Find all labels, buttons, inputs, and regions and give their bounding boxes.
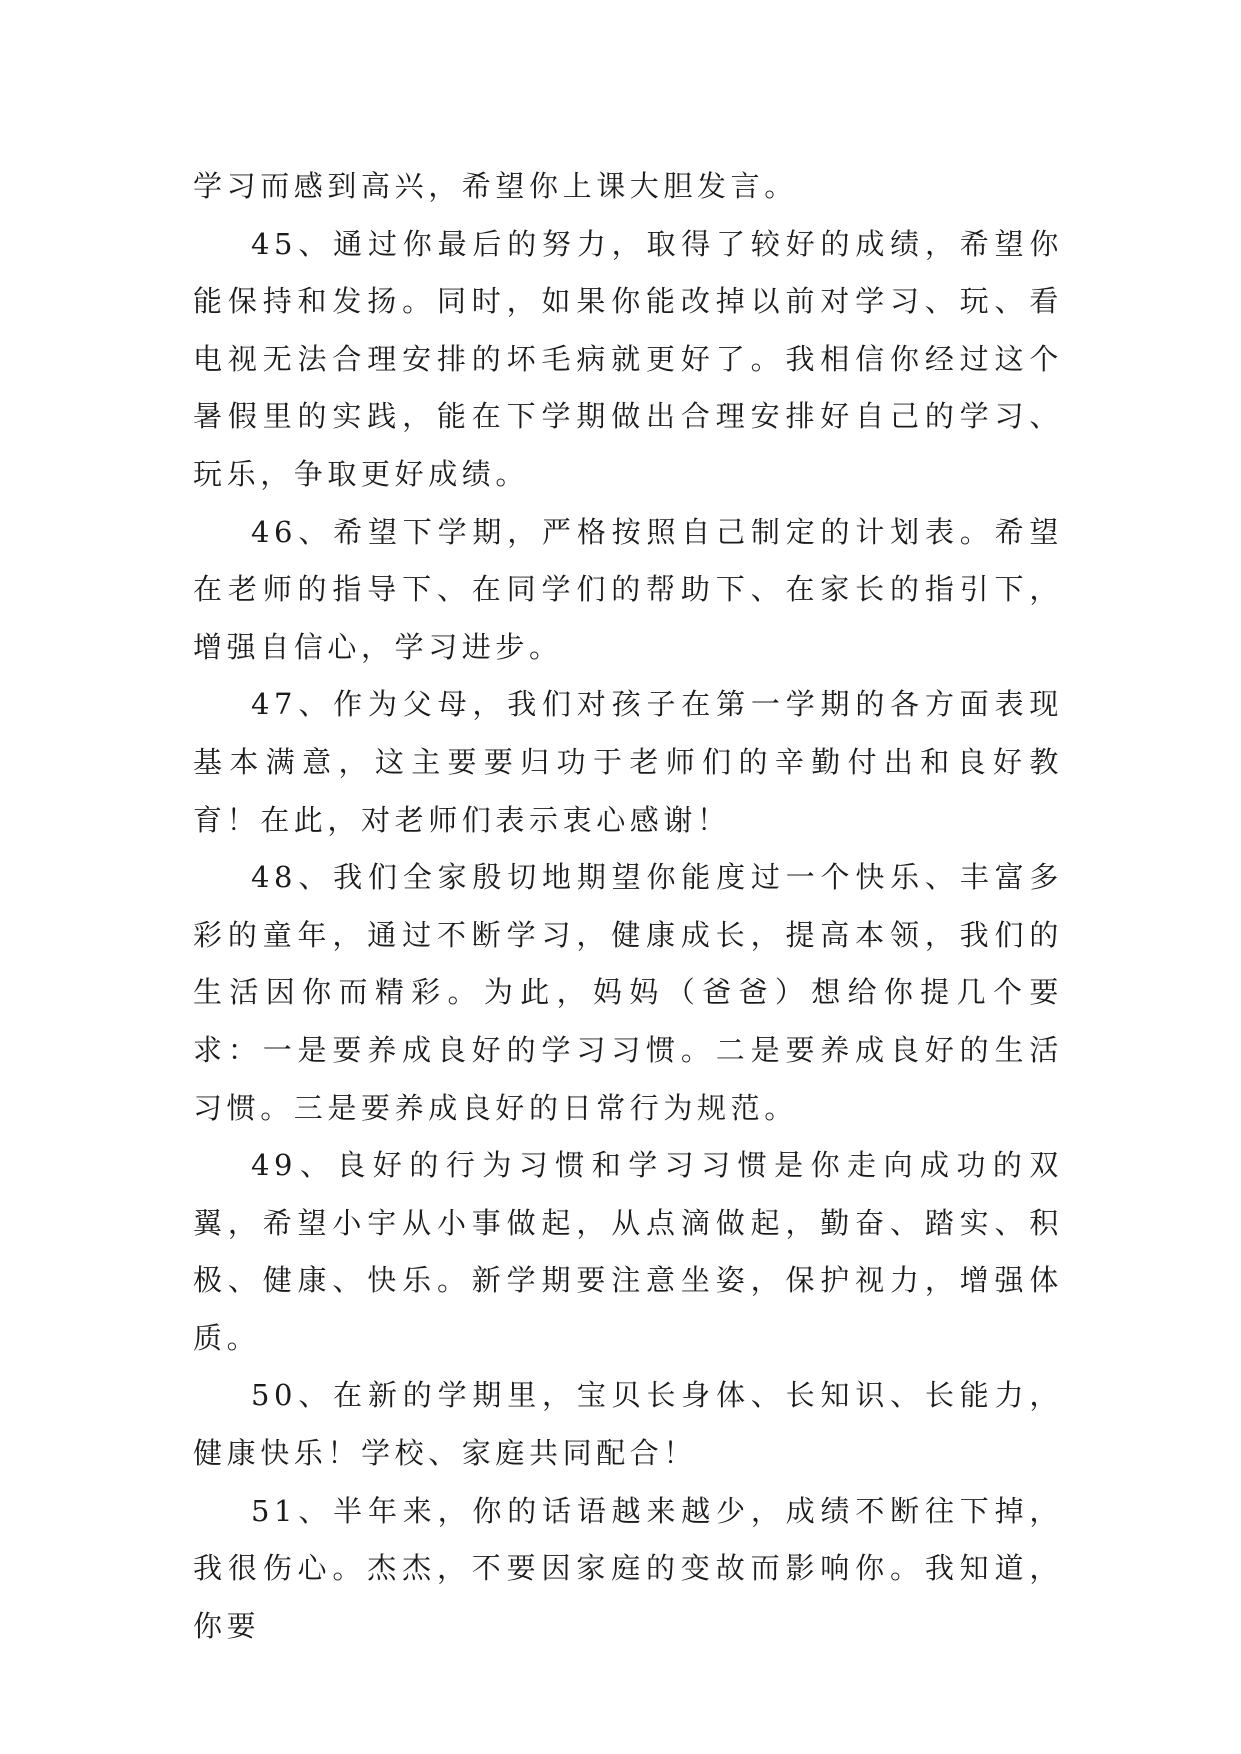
paragraph-47: 47、作为父母，我们对孩子在第一学期的各方面表现基本满意，这主要要归功于老师们的辛勤付出和良好教育！在此，对老师们表示衷心感谢！	[193, 687, 1063, 837]
paragraph-51: 51、半年来，你的话语越来越少，成绩不断往下掉，我很伤心。杰杰，不要因家庭的变故而影响你。我知道，你要	[193, 1493, 1063, 1643]
paragraph-45: 45、通过你最后的努力，取得了较好的成绩，希望你能保持和发扬。同时，如果你能改掉以前对学习、玩、看电视无法合理安排的坏毛病就更好了。我相信你经过这个暑假里的实践，能在下学期做出合理安排好自己的学习、玩乐，争取更好成绩。	[193, 226, 1063, 491]
paragraph-48: 48、我们全家殷切地期望你能度过一个快乐、丰富多彩的童年，通过不断学习，健康成长，提高本领，我们的生活因你而精彩。为此，妈妈（爸爸）想给你提几个要求：一是要养成良好的学习习惯。二是要养成良好的生活习惯。三是要养成良好的日常行为规范。	[193, 860, 1063, 1125]
document-body	[193, 158, 1063, 1655]
paragraph-44-continued: 学习而感到高兴，希望你上课大胆发言。	[193, 169, 798, 203]
paragraph-49: 49、良好的行为习惯和学习习惯是你走向成功的双翼，希望小宇从小事做起，从点滴做起，勤奋、踏实、积极、健康、快乐。新学期要注意坐姿，保护视力，增强体质。	[193, 1148, 1063, 1355]
paragraph-46: 46、希望下学期，严格按照自己制定的计划表。希望在老师的指导下、在同学们的帮助下、在家长的指引下，增强自信心，学习进步。	[193, 514, 1063, 664]
paragraph-50: 50、在新的学期里，宝贝长身体、长知识、长能力，健康快乐！学校、家庭共同配合！	[193, 1378, 1063, 1471]
